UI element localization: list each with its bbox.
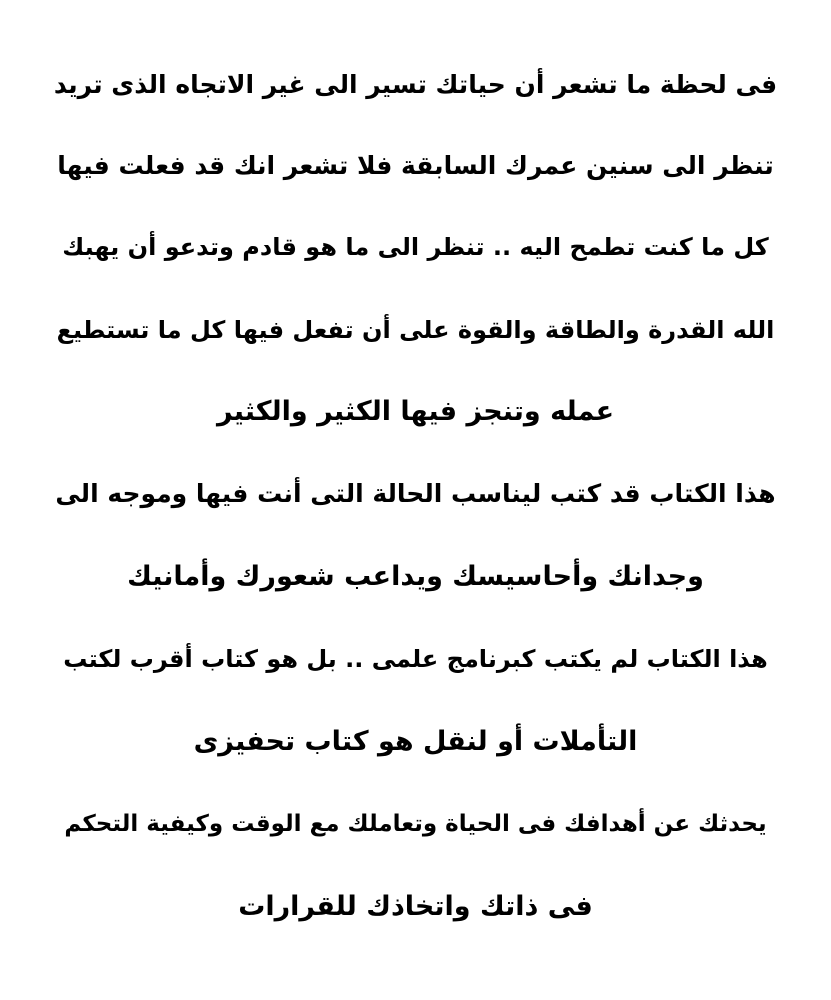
text-line-3: كل ما كنت تطمح اليه .. تنظر الى ما هو قادم وتدعو أن يهبك [62, 233, 769, 261]
text-line-1: فى لحظة ما تشعر أن حياتك تسير الى غير الاتجاه الذى تريد [53, 70, 778, 99]
text-line-4: الله القدرة والطاقة والقوة على أن تفعل فيها كل ما تستطيع [56, 316, 775, 344]
text-line-11: فى ذاتك واتخاذك للقرارات [238, 891, 593, 922]
text-line-10: يحدثك عن أهدافك فى الحياة وتعاملك مع الوقت وكيفية التحكم [64, 811, 767, 837]
text-line-9: التأملات أو لنقل هو كتاب تحفيزى [193, 726, 638, 757]
text-line-8: هذا الكتاب لم يكتب كبرنامج علمى .. بل هو كتاب أقرب لكتب [63, 645, 768, 673]
text-line-7: وجدانك وأحاسيسك ويداعب شعورك وأمانيك [127, 561, 704, 592]
text-line-6: هذا الكتاب قد كتب ليناسب الحالة التى أنت فيها وموجه الى [55, 479, 776, 508]
text-line-5: عمله وتنجز فيها الكثير والكثير [216, 396, 615, 427]
text-line-2: تنظر الى سنين عمرك السابقة فلا تشعر انك قد فعلت فيها [57, 151, 774, 180]
